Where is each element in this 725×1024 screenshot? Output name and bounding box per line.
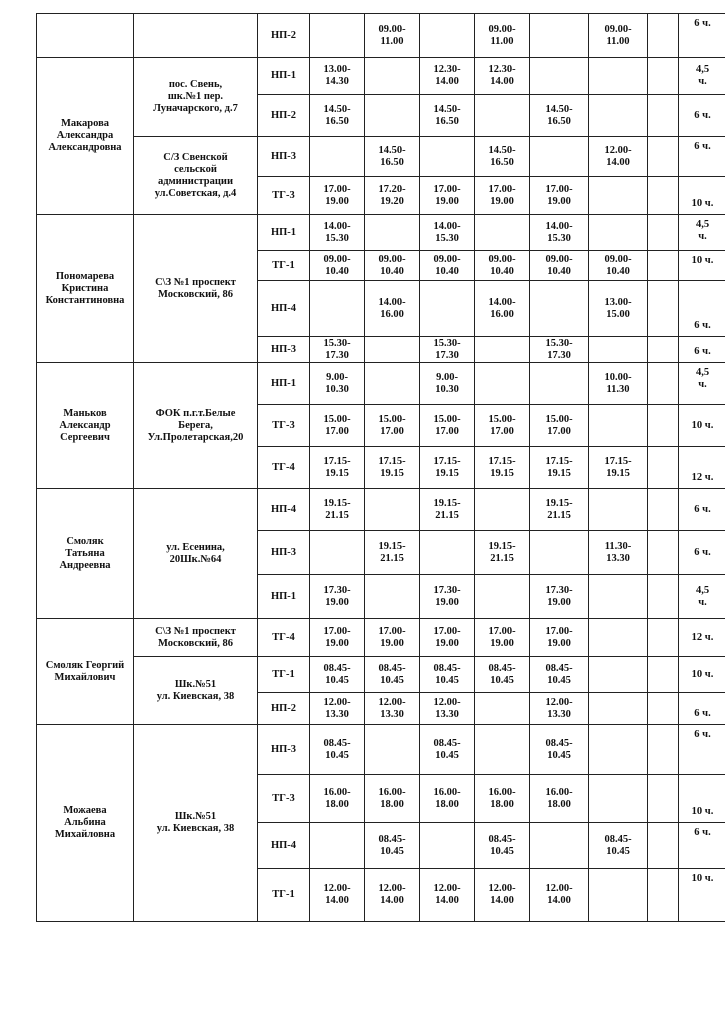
hours-cell: 6 ч. (679, 95, 725, 137)
table-row (37, 58, 725, 95)
time-slot-cell: 17.15- 19.15 (530, 447, 589, 489)
hours-cell: 12 ч. (679, 447, 725, 489)
time-slot-cell: 16.00- 18.00 (310, 775, 365, 823)
time-slot-cell (589, 869, 648, 922)
time-slot-cell (589, 489, 648, 531)
time-slot-cell: 17.15- 19.15 (365, 447, 420, 489)
time-slot-cell: 17.00- 19.00 (310, 177, 365, 215)
hours-cell: 6 ч. (679, 693, 725, 725)
venue-cell: Шк.№51 ул. Киевская, 38 (134, 657, 258, 725)
venue-cell: ул. Есенина, 20Шк.№64 (134, 489, 258, 619)
time-slot-cell: 08.45- 10.45 (530, 725, 589, 775)
hours-cell: 10 ч. (679, 177, 725, 215)
time-slot-cell (310, 531, 365, 575)
time-slot-cell: 08.45- 10.45 (310, 657, 365, 693)
group-cell: НП-1 (258, 58, 310, 95)
time-slot-cell: 13.00- 15.00 (589, 281, 648, 337)
time-slot-cell: 10.00- 11.30 (589, 363, 648, 405)
hours-cell: 10 ч. (679, 775, 725, 823)
time-slot-cell (648, 58, 679, 95)
hours-cell: 10 ч. (679, 869, 725, 922)
schedule-table (36, 13, 725, 922)
time-slot-cell (530, 14, 589, 58)
time-slot-cell: 14.00- 16.00 (365, 281, 420, 337)
time-slot-cell: 17.30- 19.00 (420, 575, 475, 619)
hours-cell: 4,5 ч. (679, 363, 725, 405)
time-slot-cell (648, 337, 679, 363)
time-slot-cell (648, 869, 679, 922)
time-slot-cell: 15.30- 17.30 (530, 337, 589, 363)
group-cell: НП-3 (258, 337, 310, 363)
time-slot-cell (648, 693, 679, 725)
group-cell: НП-2 (258, 95, 310, 137)
time-slot-cell: 14.00- 16.00 (475, 281, 530, 337)
group-cell: НП-1 (258, 215, 310, 251)
time-slot-cell: 14.00- 15.30 (310, 215, 365, 251)
hours-cell: 6 ч. (679, 725, 725, 775)
time-slot-cell (475, 489, 530, 531)
group-cell: ТГ-1 (258, 869, 310, 922)
time-slot-cell (589, 657, 648, 693)
time-slot-cell (589, 177, 648, 215)
time-slot-cell: 08.45- 10.45 (530, 657, 589, 693)
time-slot-cell (648, 95, 679, 137)
time-slot-cell: 12.00- 14.00 (420, 869, 475, 922)
time-slot-cell: 12.30- 14.00 (420, 58, 475, 95)
time-slot-cell: 14.50- 16.50 (530, 95, 589, 137)
time-slot-cell (589, 775, 648, 823)
time-slot-cell: 11.30- 13.30 (589, 531, 648, 575)
hours-cell: 6 ч. (679, 281, 725, 337)
time-slot-cell (648, 531, 679, 575)
time-slot-cell: 9.00- 10.30 (310, 363, 365, 405)
venue-cell: Шк.№51 ул. Киевская, 38 (134, 725, 258, 922)
time-slot-cell: 16.00- 18.00 (365, 775, 420, 823)
time-slot-cell (648, 725, 679, 775)
time-slot-cell (648, 775, 679, 823)
time-slot-cell (365, 575, 420, 619)
time-slot-cell: 17.00- 19.00 (310, 619, 365, 657)
time-slot-cell (475, 95, 530, 137)
hours-cell: 10 ч. (679, 657, 725, 693)
time-slot-cell: 17.00- 19.00 (420, 619, 475, 657)
hours-cell: 4,5 ч. (679, 58, 725, 95)
time-slot-cell (310, 823, 365, 869)
time-slot-cell: 12.00- 14.00 (589, 137, 648, 177)
time-slot-cell (420, 281, 475, 337)
time-slot-cell (475, 693, 530, 725)
hours-cell: 6 ч. (679, 531, 725, 575)
group-cell: НП-4 (258, 281, 310, 337)
time-slot-cell (365, 725, 420, 775)
time-slot-cell: 15.00- 17.00 (310, 405, 365, 447)
time-slot-cell: 17.00- 19.00 (530, 177, 589, 215)
time-slot-cell (648, 215, 679, 251)
time-slot-cell: 17.00- 19.00 (475, 177, 530, 215)
time-slot-cell: 19.15- 21.15 (420, 489, 475, 531)
time-slot-cell: 14.50- 16.50 (475, 137, 530, 177)
time-slot-cell: 09.00- 11.00 (365, 14, 420, 58)
table-row (37, 137, 725, 177)
time-slot-cell (530, 281, 589, 337)
group-cell: НП-4 (258, 489, 310, 531)
time-slot-cell: 09.00- 10.40 (420, 251, 475, 281)
time-slot-cell: 08.45- 10.45 (420, 725, 475, 775)
time-slot-cell: 14.50- 16.50 (310, 95, 365, 137)
teacher-name-cell: Смоляк Татьяна Андреевна (37, 489, 134, 619)
time-slot-cell (420, 531, 475, 575)
time-slot-cell: 15.30- 17.30 (310, 337, 365, 363)
time-slot-cell (530, 531, 589, 575)
time-slot-cell (475, 215, 530, 251)
time-slot-cell: 17.15- 19.15 (589, 447, 648, 489)
time-slot-cell: 17.20- 19.20 (365, 177, 420, 215)
time-slot-cell: 08.45- 10.45 (310, 725, 365, 775)
group-cell: НП-1 (258, 575, 310, 619)
group-cell: ТГ-3 (258, 405, 310, 447)
time-slot-cell: 13.00- 14.30 (310, 58, 365, 95)
time-slot-cell: 14.50- 16.50 (420, 95, 475, 137)
table-row (37, 14, 725, 58)
time-slot-cell (648, 823, 679, 869)
time-slot-cell (589, 693, 648, 725)
time-slot-cell (648, 489, 679, 531)
teacher-name-cell: Смоляк Георгий Михайлович (37, 619, 134, 725)
time-slot-cell: 19.15- 21.15 (310, 489, 365, 531)
table-row (37, 725, 725, 775)
time-slot-cell (589, 575, 648, 619)
time-slot-cell: 09.00- 10.40 (475, 251, 530, 281)
time-slot-cell (530, 363, 589, 405)
time-slot-cell (420, 823, 475, 869)
time-slot-cell: 12.00- 13.30 (530, 693, 589, 725)
time-slot-cell (589, 215, 648, 251)
teacher-name-cell: Пономарева Кристина Константиновна (37, 215, 134, 363)
time-slot-cell (420, 137, 475, 177)
hours-cell: 6 ч. (679, 14, 725, 58)
group-cell: НП-2 (258, 693, 310, 725)
time-slot-cell: 12.00- 14.00 (310, 869, 365, 922)
time-slot-cell (648, 575, 679, 619)
time-slot-cell: 09.00- 10.40 (365, 251, 420, 281)
time-slot-cell (589, 337, 648, 363)
time-slot-cell: 09.00- 10.40 (589, 251, 648, 281)
time-slot-cell: 08.45- 10.45 (420, 657, 475, 693)
time-slot-cell: 12.00- 14.00 (530, 869, 589, 922)
group-cell: ТГ-4 (258, 447, 310, 489)
time-slot-cell: 19.15- 21.15 (530, 489, 589, 531)
group-cell: ТГ-3 (258, 775, 310, 823)
time-slot-cell (648, 363, 679, 405)
group-cell: НП-4 (258, 823, 310, 869)
time-slot-cell (365, 363, 420, 405)
time-slot-cell: 08.45- 10.45 (475, 823, 530, 869)
hours-cell: 6 ч. (679, 489, 725, 531)
time-slot-cell (310, 14, 365, 58)
time-slot-cell: 08.45- 10.45 (365, 823, 420, 869)
time-slot-cell (475, 575, 530, 619)
time-slot-cell: 12.00- 13.30 (310, 693, 365, 725)
venue-cell: ФОК п.г.т.Белые Берега, Ул.Пролетарская,20 (134, 363, 258, 489)
group-cell: НП-3 (258, 725, 310, 775)
hours-cell: 4,5 ч. (679, 215, 725, 251)
time-slot-cell: 17.30- 19.00 (530, 575, 589, 619)
time-slot-cell: 15.00- 17.00 (420, 405, 475, 447)
teacher-name-cell: Можаева Альбина Михайловна (37, 725, 134, 922)
venue-cell: С\З №1 проспект Московский, 86 (134, 619, 258, 657)
time-slot-cell (589, 58, 648, 95)
teacher-name-cell (37, 14, 134, 58)
venue-cell: С\З №1 проспект Московский, 86 (134, 215, 258, 363)
time-slot-cell (648, 251, 679, 281)
time-slot-cell: 17.00- 19.00 (420, 177, 475, 215)
time-slot-cell (648, 14, 679, 58)
time-slot-cell (589, 619, 648, 657)
time-slot-cell (420, 14, 475, 58)
time-slot-cell: 17.00- 19.00 (475, 619, 530, 657)
hours-cell: 4,5 ч. (679, 575, 725, 619)
time-slot-cell: 09.00- 10.40 (530, 251, 589, 281)
venue-cell: пос. Свень, шк.№1 пер. Луначарского, д.7 (134, 58, 258, 137)
teacher-name-cell: Маньков Александр Сергеевич (37, 363, 134, 489)
time-slot-cell: 14.00- 15.30 (530, 215, 589, 251)
time-slot-cell (530, 137, 589, 177)
table-row (37, 215, 725, 251)
time-slot-cell: 17.30- 19.00 (310, 575, 365, 619)
venue-cell: С/З Свенской сельской администрации ул.Советская, д.4 (134, 137, 258, 215)
time-slot-cell: 08.45- 10.45 (365, 657, 420, 693)
time-slot-cell: 15.00- 17.00 (365, 405, 420, 447)
time-slot-cell: 12.30- 14.00 (475, 58, 530, 95)
time-slot-cell (475, 363, 530, 405)
time-slot-cell (648, 281, 679, 337)
time-slot-cell (530, 58, 589, 95)
group-cell: НП-3 (258, 137, 310, 177)
group-cell: ТГ-4 (258, 619, 310, 657)
time-slot-cell (475, 337, 530, 363)
hours-cell: 6 ч. (679, 823, 725, 869)
group-cell: НП-1 (258, 363, 310, 405)
time-slot-cell (530, 823, 589, 869)
time-slot-cell (648, 405, 679, 447)
time-slot-cell: 17.00- 19.00 (530, 619, 589, 657)
time-slot-cell: 17.15- 19.15 (310, 447, 365, 489)
time-slot-cell: 12.00- 14.00 (475, 869, 530, 922)
time-slot-cell: 09.00- 10.40 (310, 251, 365, 281)
time-slot-cell: 16.00- 18.00 (420, 775, 475, 823)
time-slot-cell (648, 137, 679, 177)
group-cell: НП-2 (258, 14, 310, 58)
hours-cell: 12 ч. (679, 619, 725, 657)
time-slot-cell (365, 337, 420, 363)
time-slot-cell: 14.50- 16.50 (365, 137, 420, 177)
time-slot-cell: 12.00- 13.30 (420, 693, 475, 725)
time-slot-cell (365, 95, 420, 137)
group-cell: ТГ-1 (258, 657, 310, 693)
time-slot-cell (365, 489, 420, 531)
time-slot-cell: 14.00- 15.30 (420, 215, 475, 251)
hours-cell: 6 ч. (679, 337, 725, 363)
time-slot-cell: 15.00- 17.00 (530, 405, 589, 447)
time-slot-cell (648, 657, 679, 693)
time-slot-cell: 09.00- 11.00 (589, 14, 648, 58)
time-slot-cell: 19.15- 21.15 (475, 531, 530, 575)
time-slot-cell: 16.00- 18.00 (475, 775, 530, 823)
time-slot-cell (589, 725, 648, 775)
time-slot-cell (589, 95, 648, 137)
time-slot-cell: 17.15- 19.15 (475, 447, 530, 489)
hours-cell: 10 ч. (679, 405, 725, 447)
time-slot-cell (475, 725, 530, 775)
table-row (37, 619, 725, 657)
time-slot-cell: 08.45- 10.45 (475, 657, 530, 693)
time-slot-cell: 12.00- 14.00 (365, 869, 420, 922)
time-slot-cell (648, 619, 679, 657)
time-slot-cell: 9.00- 10.30 (420, 363, 475, 405)
time-slot-cell (365, 58, 420, 95)
time-slot-cell: 08.45- 10.45 (589, 823, 648, 869)
group-cell: ТГ-3 (258, 177, 310, 215)
table-row (37, 657, 725, 693)
time-slot-cell: 15.30- 17.30 (420, 337, 475, 363)
time-slot-cell: 15.00- 17.00 (475, 405, 530, 447)
time-slot-cell (648, 177, 679, 215)
teacher-name-cell: Макарова Александра Александровна (37, 58, 134, 215)
time-slot-cell: 16.00- 18.00 (530, 775, 589, 823)
time-slot-cell: 17.15- 19.15 (420, 447, 475, 489)
table-row (37, 363, 725, 405)
time-slot-cell (589, 405, 648, 447)
venue-cell (134, 14, 258, 58)
hours-cell: 6 ч. (679, 137, 725, 177)
time-slot-cell (310, 281, 365, 337)
time-slot-cell: 09.00- 11.00 (475, 14, 530, 58)
time-slot-cell: 17.00- 19.00 (365, 619, 420, 657)
group-cell: ТГ-1 (258, 251, 310, 281)
time-slot-cell: 19.15- 21.15 (365, 531, 420, 575)
time-slot-cell (365, 215, 420, 251)
time-slot-cell: 12.00- 13.30 (365, 693, 420, 725)
time-slot-cell (648, 447, 679, 489)
hours-cell: 10 ч. (679, 251, 725, 281)
time-slot-cell (310, 137, 365, 177)
group-cell: НП-3 (258, 531, 310, 575)
table-row (37, 489, 725, 531)
